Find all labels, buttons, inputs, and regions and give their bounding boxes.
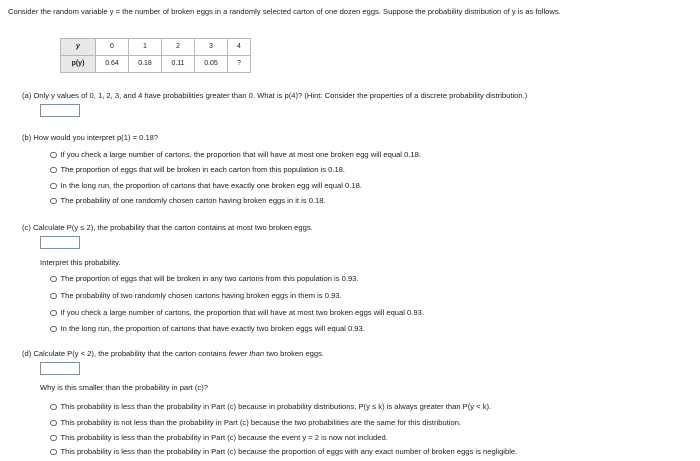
table-cell: ? (228, 56, 251, 73)
radio-button[interactable] (50, 198, 57, 205)
part-c-option-2[interactable] (50, 292, 342, 301)
option-label: This probability is less than the probability in Part (c) because the event y = 2 is now not included. (60, 433, 388, 442)
radio-button[interactable] (50, 183, 57, 190)
radio-button[interactable] (50, 310, 57, 317)
part-b-option-1[interactable] (50, 151, 421, 160)
table-cell: 0.11 (162, 56, 195, 73)
part-c-option-3[interactable] (50, 309, 424, 318)
option-label: This probability is not less than the probability in Part (c) because the two probabilities are the same for this distribution. (60, 418, 462, 427)
part-b-option-4[interactable] (50, 197, 326, 206)
option-label: If you check a large number of cartons, the proportion that will have at most two broken eggs will equal 0.93. (60, 308, 424, 317)
part-d-text-suffix: two broken eggs. (264, 349, 325, 358)
option-label: The proportion of eggs that will be broken in any two cartons from this population is 0.93. (60, 274, 359, 283)
radio-button[interactable] (50, 167, 57, 174)
radio-button[interactable] (50, 152, 57, 159)
part-d-answer-input[interactable] (40, 362, 80, 375)
probability-table (60, 38, 251, 73)
table-cell: 2 (162, 39, 195, 56)
option-label: In the long run, the proportion of cartons that have exactly one broken egg will equal 0.18. (60, 181, 362, 190)
table-row-py (61, 56, 251, 73)
part-b-option-3[interactable] (50, 182, 362, 191)
table-header-py: p(y) (61, 56, 96, 73)
option-label: This probability is less than the probability in Part (c) because in probability distributions, P(y ≤ k) is always greater than P(y < k). (60, 402, 492, 411)
radio-button[interactable] (50, 276, 57, 283)
part-a-question: (a) Only y values of 0, 1, 2, 3, and 4 have probabilities greater than 0. What is p(4)? (Hint: Consider the properties of a discrete probability distribution.) (22, 91, 528, 100)
option-label: The probability of one randomly chosen carton having broken eggs in it is 0.18. (60, 196, 326, 205)
part-b-question: (b) How would you interpret p(1) = 0.18? (22, 133, 159, 142)
radio-button[interactable] (50, 449, 57, 456)
table-cell: 0 (96, 39, 129, 56)
table-cell: 4 (228, 39, 251, 56)
part-d-text-emphasis: fewer than (228, 349, 265, 358)
table-cell: 0.05 (195, 56, 228, 73)
radio-button[interactable] (50, 326, 57, 333)
part-c-interpret-label: Interpret this probability. (40, 258, 121, 267)
part-d-option-4[interactable] (50, 448, 517, 457)
option-label: The proportion of eggs that will be broken in each carton from this population is 0.18. (60, 165, 346, 174)
radio-button[interactable] (50, 404, 57, 411)
table-cell: 0.18 (129, 56, 162, 73)
part-c-option-1[interactable] (50, 275, 359, 284)
radio-button[interactable] (50, 293, 57, 300)
part-b-option-2[interactable] (50, 166, 345, 175)
part-d-text-prefix: (d) Calculate P(y < 2), the probability that the carton contains (22, 349, 229, 358)
radio-button[interactable] (50, 435, 57, 442)
part-c-question: (c) Calculate P(y ≤ 2), the probability that the carton contains at most two broken eggs. (22, 223, 313, 232)
option-label: The probability of two randomly chosen cartons having broken eggs in them is 0.93. (60, 291, 342, 300)
radio-button[interactable] (50, 420, 57, 427)
table-row-y (61, 39, 251, 56)
intro-text: Consider the random variable y = the number of broken eggs in a randomly selected carton of one dozen eggs. Suppose the probability distribution of y is as follows. (8, 7, 561, 16)
option-label: This probability is less than the probability in Part (c) because the proportion of eggs with any exact number of broken eggs is negligible. (60, 447, 518, 456)
table-cell: 1 (129, 39, 162, 56)
table-cell: 0.64 (96, 56, 129, 73)
part-c-option-4[interactable] (50, 325, 365, 334)
part-d-question (22, 350, 324, 359)
table-cell: 3 (195, 39, 228, 56)
option-label: In the long run, the proportion of cartons that have exactly two broken eggs will equal 0.93. (60, 324, 365, 333)
part-d-option-2[interactable] (50, 419, 461, 428)
part-a-answer-input[interactable] (40, 104, 80, 117)
part-c-answer-input[interactable] (40, 236, 80, 249)
option-label: If you check a large number of cartons, the proportion that will have at most one broken egg will equal 0.18. (60, 150, 421, 159)
table-header-y: y (61, 39, 96, 56)
part-d-option-3[interactable] (50, 434, 388, 443)
part-d-option-1[interactable] (50, 403, 491, 412)
part-d-why-label: Why is this smaller than the probability in part (c)? (40, 383, 208, 392)
